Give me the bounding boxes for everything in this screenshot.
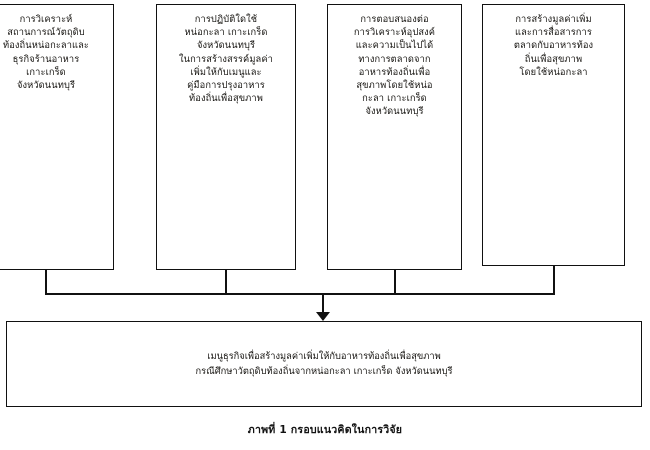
connector-stub-box-3	[394, 270, 396, 294]
concept-box-3-line-5: อาหารท้องถิ่นเพื่อ	[358, 66, 431, 78]
concept-box-1-line-6: จังหวัดนนทบุรี	[16, 79, 76, 91]
concept-box-4-line-4: ถิ่นเพื่อสุขภาพ	[524, 53, 583, 65]
summary-outcome-box	[6, 321, 642, 407]
concept-box-2-line-7: ท้องถิ่นเพื่อสุขภาพ	[189, 93, 263, 105]
concept-box-2-line-4: ในการสร้างสรรค์มูลค่า	[178, 53, 273, 65]
concept-box-2-line-6: คู่มือการปรุงอาหาร	[187, 79, 265, 91]
concept-box-demand-market-feasibility	[327, 4, 462, 270]
concept-box-3-line-2: การวิเคราะห์อุปสงค์	[353, 27, 436, 39]
summary-line-1: เมนูธุรกิจเพื่อสร้างมูลค่าเพิ่มให้กับอาหารท้องถิ่นเพื่อสุขภาพ	[207, 350, 441, 362]
concept-box-4-line-1: การสร้างมูลค่าเพิ่ม	[515, 14, 592, 25]
concept-box-4-line-2: และการสื่อสารการ	[515, 27, 592, 39]
connector-stub-box-1	[45, 270, 47, 294]
concept-box-1-line-3: ท้องถิ่นหน่อกะลาและ	[2, 40, 90, 52]
concept-box-4-line-3: ตลาดกับอาหารท้อง	[513, 40, 594, 52]
concept-box-1-line-1: การวิเคราะห์	[19, 14, 73, 25]
connector-horizontal-bus	[45, 293, 555, 295]
concept-box-2-line-2: หน่อกะลา เกาะเกร็ด	[184, 27, 268, 39]
concept-box-3-line-3: และความเป็นไปได้	[355, 40, 434, 52]
concept-box-2-line-5: เพิ่มให้กับเมนูและ	[190, 66, 262, 78]
summary-line-2: กรณีศึกษาวัตถุดิบท้องถิ่นจากหน่อกะลา เกาะเกร็ด จังหวัดนนทบุรี	[195, 366, 453, 377]
connector-stub-box-4	[553, 266, 555, 294]
concept-box-3-line-4: ทางการตลาดจาก	[358, 53, 431, 65]
concept-box-4-line-5: โดยใช้หน่อกะลา	[519, 66, 588, 78]
concept-box-1-line-5: เกาะเกร็ด	[26, 66, 66, 78]
concept-box-3-line-8: จังหวัดนนทบุรี	[365, 106, 424, 118]
concept-box-3-line-7: กะลา เกาะเกร็ด	[362, 93, 427, 105]
concept-box-situation-analysis	[0, 4, 114, 270]
concept-box-2-line-3: จังหวัดนนทบุรี	[196, 40, 256, 52]
concept-box-1-line-2: สถานการณ์วัตถุดิบ	[7, 27, 85, 39]
connector-stub-box-2	[225, 270, 227, 294]
concept-box-value-creation-practice	[156, 4, 296, 270]
concept-box-marketing-communication	[482, 4, 625, 266]
concept-box-3-line-6: สุขภาพโดยใช้หน่อ	[356, 79, 433, 91]
top-box-row	[0, 4, 650, 272]
concept-box-1-line-4: ธุรกิจร้านอาหาร	[12, 53, 80, 65]
concept-box-2-line-1: การปฏิบัติใดใช้	[194, 14, 258, 25]
figure-caption: ภาพที่ 1 กรอบแนวคิดในการวิจัย	[247, 424, 403, 436]
concept-box-3-line-1: การตอบสนองต่อ	[360, 14, 429, 25]
arrow-down-icon	[316, 312, 330, 321]
